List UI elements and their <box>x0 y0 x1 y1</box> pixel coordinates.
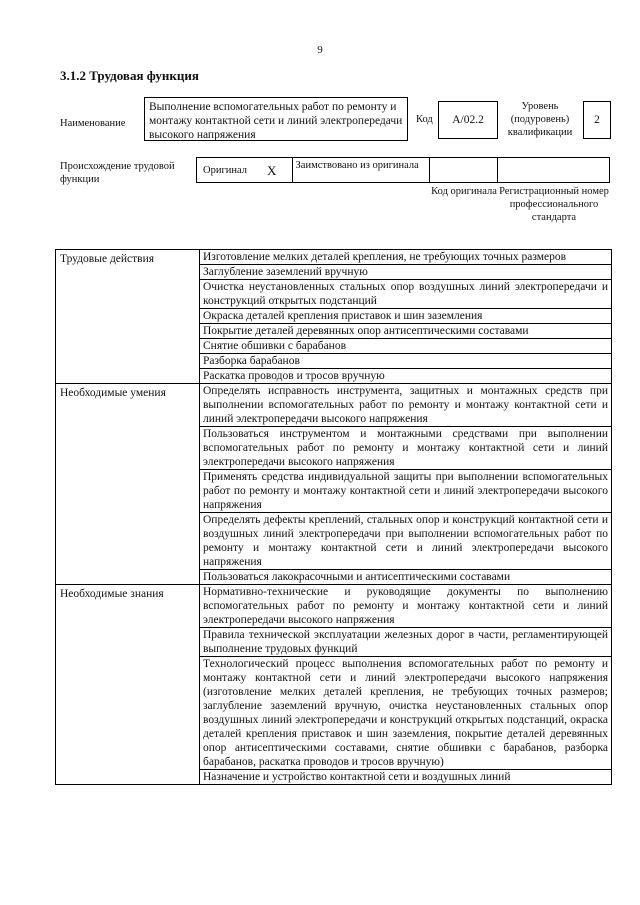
reg-number-caption: Регистрационный номер профессионального стандарта <box>499 186 609 223</box>
page-number: 9 <box>317 44 323 56</box>
table-cell: Пользоваться инструментом и монтажными средствами при выполнении вспомогательных работ по ремонту и монтажу контактной сети и линий электропередачи высокого напряжения <box>200 427 612 470</box>
section-title: 3.1.2 Трудовая функция <box>60 68 199 83</box>
origin-borrowed-cell <box>293 158 430 182</box>
level-value: 2 <box>594 114 600 126</box>
section-title-required-skills: Необходимые умения <box>56 384 200 585</box>
section-title-labor-actions: Трудовые действия <box>56 250 200 384</box>
table-cell: Применять средства индивидуальной защиты при выполнении вспомогательных работ по ремонту и монтажу контактной сети и линий электропередачи высокого напряжения <box>200 470 612 513</box>
table-row <box>56 585 612 628</box>
function-details-table <box>55 249 612 785</box>
table-cell: Покрытие деталей деревянных опор антисептическими составами <box>200 324 612 339</box>
table-cell: Правила технической эксплуатации железных дорог в части, регламентирующей выполнение трудовых функций <box>200 628 612 657</box>
level-box <box>583 101 611 139</box>
table-cell: Разборка барабанов <box>200 354 612 369</box>
table-row <box>56 250 612 265</box>
origin-label: Происхождение трудовой функции <box>60 161 175 185</box>
origin-original-cell <box>197 158 293 182</box>
table-cell: Очистка неустановленных стальных опор воздушных линий электропередачи и конструкций открытых подстанций <box>200 280 612 309</box>
code-box <box>438 101 498 139</box>
table-cell: Назначение и устройство контактной сети и воздушных линий <box>200 770 612 785</box>
original-label: Оригинал <box>203 164 247 176</box>
code-value: A/02.2 <box>452 114 484 126</box>
origin-reg-cell <box>498 158 609 182</box>
table-cell: Определять дефекты креплений, стальных опор и конструкций контактной сети и воздушных линий электропередачи при выполнении вспомогательных работ по ремонту и монтажу контактной сети и линий электропередачи высокого напряжения <box>200 513 612 570</box>
name-label: Наименование <box>60 118 126 129</box>
table-cell: Пользоваться лакокрасочными и антисептическими составами <box>200 570 612 585</box>
table-row <box>56 384 612 427</box>
function-name-box <box>144 97 408 141</box>
table-cell: Нормативно-технические и руководящие документы по выполнению вспомогательных работ по ремонту и монтажу контактной сети и линий электропередачи высокого напряжения <box>200 585 612 628</box>
table-cell: Изготовление мелких деталей крепления, не требующих точных размеров <box>200 250 612 265</box>
function-name-value: Выполнение вспомогательных работ по ремонту и монтажу контактной сети и линий электропередачи высокого напряжения <box>149 101 403 141</box>
origin-table <box>196 157 610 183</box>
table-cell: Технологический процесс выполнения вспомогательных работ по ремонту и монтажу контактной сети и линий электропередачи высокого напряжения (изготовление мелких деталей крепления, не требующих точных размеров; заглубление заземлений вручную, очистка неустановленных стальных опор воздушных линий электропередачи и конструкций открытых подстанций, окраска деталей крепления приставок и шин заземления, покрытие деталей деревянных опор антисептическими составами, снятие обшивки с барабанов, разборка барабанов, раскатка проводов и тросов вручную) <box>200 657 612 770</box>
code-label: Код <box>416 114 433 125</box>
section-title-required-knowledge: Необходимые знания <box>56 585 200 785</box>
table-cell: Раскатка проводов и тросов вручную <box>200 369 612 384</box>
level-label: Уровень (подуровень) квалификации <box>507 101 573 138</box>
borrowed-label: Заимствовано из оригинала <box>295 160 419 171</box>
table-cell: Окраска деталей крепления приставок и шин заземления <box>200 309 612 324</box>
original-mark: X <box>267 162 277 178</box>
code-original-caption: Код оригинала <box>431 186 497 197</box>
origin-code-cell <box>430 158 498 182</box>
table-cell: Определять исправность инструмента, защитных и монтажных средств при выполнении вспомогательных работ по ремонту и монтажу контактной сети и линий электропередачи высокого напряжения <box>200 384 612 427</box>
table-cell: Снятие обшивки с барабанов <box>200 339 612 354</box>
table-cell: Заглубление заземлений вручную <box>200 265 612 280</box>
